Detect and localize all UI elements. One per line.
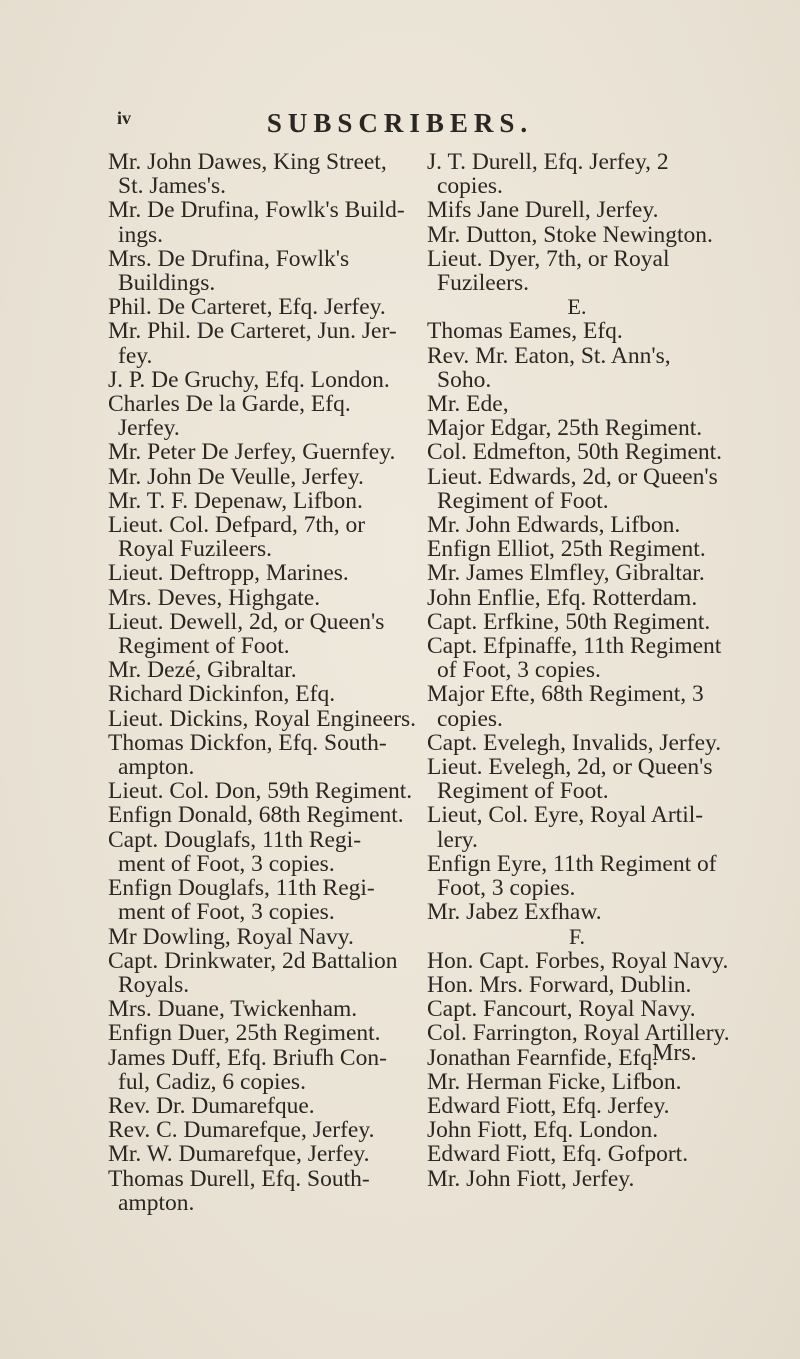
subscriber-name-line: Enfign Elliot, 25th Regiment. bbox=[427, 536, 706, 563]
subscriber-entry bbox=[108, 803, 418, 827]
subscriber-entry bbox=[108, 779, 418, 803]
subscriber-entry bbox=[427, 997, 727, 1021]
subscriber-entry bbox=[427, 223, 727, 247]
subscriber-entry bbox=[427, 392, 727, 416]
subscriber-name-line: Capt. Drinkwater, 2d Battalion bbox=[108, 947, 398, 974]
subscriber-entry bbox=[427, 610, 727, 634]
subscriber-entry bbox=[108, 440, 418, 464]
subscriber-name-line: Lieut. Col. Defpard, 7th, or bbox=[108, 512, 366, 539]
subscriber-entry bbox=[108, 876, 418, 924]
subscriber-name-line: Mr. Phil. De Carteret, Jun. Jer- bbox=[108, 318, 397, 345]
subscriber-entry bbox=[427, 198, 727, 222]
subscriber-name-line: Phil. De Carteret, Efq. Jerfey. bbox=[108, 294, 386, 321]
subscriber-entry bbox=[427, 852, 727, 900]
subscriber-entry bbox=[427, 319, 727, 343]
subscriber-continuation-line: Buildings. bbox=[118, 270, 216, 297]
subscriber-entry bbox=[427, 561, 727, 585]
subscriber-entry bbox=[108, 561, 418, 585]
subscriber-continuation-line: Regiment of Foot. bbox=[437, 487, 609, 514]
subscriber-name-line: James Duff, Efq. Briufh Con- bbox=[108, 1044, 387, 1071]
page-number: iv bbox=[117, 108, 132, 128]
subscriber-name-line: Col. Edmefton, 50th Regiment. bbox=[427, 439, 723, 466]
subscriber-continuation-line: Jerfey. bbox=[118, 415, 180, 442]
subscriber-entry bbox=[108, 1142, 418, 1166]
subscriber-continuation-line: ful, Cadiz, 6 copies. bbox=[118, 1068, 306, 1095]
subscriber-entry bbox=[427, 1094, 727, 1118]
subscriber-entry bbox=[108, 247, 418, 295]
subscriber-name-line: Mr. Ede, bbox=[427, 391, 509, 418]
subscriber-continuation-line: ampton. bbox=[118, 1189, 195, 1216]
subscriber-name-line: Capt. Evelegh, Invalids, Jerfey. bbox=[427, 729, 722, 756]
subscriber-entry bbox=[427, 150, 727, 198]
subscriber-entry bbox=[108, 319, 418, 367]
subscriber-name-line: Edward Fiott, Efq. Gofport. bbox=[427, 1141, 689, 1168]
subscriber-name-line: Lieut. Col. Don, 59th Regiment. bbox=[108, 778, 413, 805]
subscriber-continuation-line: Fuzileers. bbox=[437, 270, 530, 297]
subscriber-entry bbox=[108, 828, 418, 876]
subscriber-name-line: Mr. John Fiott, Jerfey. bbox=[427, 1165, 635, 1192]
subscriber-entry bbox=[108, 150, 418, 198]
subscriber-continuation-line: fey. bbox=[118, 342, 153, 369]
subscriber-entry bbox=[427, 416, 727, 440]
subscriber-name-line: Lieut. Dyer, 7th, or Royal bbox=[427, 245, 670, 272]
subscriber-continuation-line: copies. bbox=[437, 173, 503, 200]
subscriber-continuation-line: ment of Foot, 3 copies. bbox=[118, 899, 335, 926]
subscriber-name-line: Capt. Efpinaffe, 11th Regiment bbox=[427, 633, 722, 660]
subscriber-name-line: Rev. Mr. Eaton, St. Ann's, bbox=[427, 342, 671, 369]
subscriber-continuation-line: Regiment of Foot. bbox=[437, 778, 609, 805]
subscriber-entry bbox=[427, 513, 727, 537]
subscriber-entry bbox=[108, 1167, 418, 1215]
subscriber-name-line: Edward Fiott, Efq. Jerfey. bbox=[427, 1092, 670, 1119]
subscriber-name-line: Major Efte, 68th Regiment, 3 bbox=[427, 681, 704, 708]
subscriber-name-line: Enfign Douglafs, 11th Regi- bbox=[108, 875, 375, 902]
subscriber-entry bbox=[108, 586, 418, 610]
subscriber-name-line: Mr. T. F. Depenaw, Lifbon. bbox=[108, 487, 363, 514]
subscriber-entry bbox=[108, 368, 418, 392]
subscriber-continuation-line: Royals. bbox=[118, 971, 190, 998]
subscriber-name-line: Rev. C. Dumarefque, Jerfey. bbox=[108, 1117, 375, 1144]
subscriber-name-line: Thomas Dickfon, Efq. South- bbox=[108, 729, 387, 756]
subscriber-entry bbox=[108, 682, 418, 706]
section-letter: F. bbox=[569, 923, 585, 949]
subscriber-name-line: Hon. Capt. Forbes, Royal Navy. bbox=[427, 947, 729, 974]
subscriber-entry bbox=[108, 1046, 418, 1094]
subscriber-entry bbox=[108, 465, 418, 489]
subscriber-name-line: Lieut. Dickins, Royal Engineers. bbox=[108, 705, 417, 732]
subscriber-continuation-line: copies. bbox=[437, 705, 503, 732]
subscriber-entry bbox=[427, 247, 727, 295]
subscriber-name-line: Mrs. De Drufina, Fowlk's bbox=[108, 245, 350, 272]
subscriber-continuation-line: St. James's. bbox=[118, 173, 227, 200]
subscriber-name-line: Mr. W. Dumarefque, Jerfey. bbox=[108, 1141, 370, 1168]
subscriber-continuation-line: Regiment of Foot. bbox=[118, 633, 290, 660]
subscriber-name-line: Mr. John Edwards, Lifbon. bbox=[427, 512, 681, 539]
subscriber-name-line: Enfign Eyre, 11th Regiment of bbox=[427, 850, 717, 877]
subscriber-name-line: Mr Dowling, Royal Navy. bbox=[108, 923, 354, 950]
subscriber-entry bbox=[108, 1094, 418, 1118]
subscriber-name-line: Mifs Jane Durell, Jerfey. bbox=[427, 197, 659, 224]
subscriber-entry bbox=[427, 755, 727, 803]
subscriber-entry bbox=[108, 658, 418, 682]
subscriber-entry bbox=[108, 925, 418, 949]
subscriber-name-line: Capt. Fancourt, Royal Navy. bbox=[427, 996, 696, 1023]
subscriber-entry bbox=[427, 1167, 727, 1191]
subscriber-name-line: Lieut. Dewell, 2d, or Queen's bbox=[108, 608, 385, 635]
subscriber-continuation-line: Soho. bbox=[437, 366, 492, 393]
subscriber-name-line: Jonathan Fearnfide, Efq. bbox=[427, 1044, 659, 1071]
subscriber-name-line: Lieut. Deftropp, Marines. bbox=[108, 560, 349, 587]
subscriber-entry bbox=[108, 610, 418, 658]
subscriber-continuation-line: Royal Fuzileers. bbox=[118, 536, 273, 563]
subscriber-name-line: Enfign Donald, 68th Regiment. bbox=[108, 802, 404, 829]
subscriber-entry bbox=[427, 344, 727, 392]
subscriber-entry bbox=[427, 465, 727, 513]
subscriber-entry bbox=[108, 731, 418, 779]
running-title: SUBSCRIBERS. bbox=[266, 108, 534, 138]
subscriber-entry bbox=[427, 634, 727, 682]
subscriber-name-line: Lieut. Evelegh, 2d, or Queen's bbox=[427, 754, 713, 781]
subscriber-name-line: Mr. John Dawes, King Street, bbox=[108, 149, 387, 175]
subscriber-entry bbox=[108, 198, 418, 246]
subscriber-entry bbox=[427, 537, 727, 561]
right-column bbox=[427, 149, 730, 1192]
subscriber-name-line: Mr. Peter De Jerfey, Guernfey. bbox=[108, 439, 396, 466]
subscriber-name-line: Mr. James Elmfley, Gibraltar. bbox=[427, 560, 705, 587]
subscriber-continuation-line: ings. bbox=[118, 221, 164, 248]
subscriber-entry bbox=[108, 295, 418, 319]
subscriber-name-line: Mr. Dezé, Gibraltar. bbox=[108, 657, 297, 684]
subscriber-entry bbox=[108, 392, 418, 440]
subscriber-entry bbox=[108, 1118, 418, 1142]
subscriber-name-line: Capt. Douglafs, 11th Regi- bbox=[108, 826, 362, 853]
subscriber-name-line: J. T. Durell, Efq. Jerfey, 2 bbox=[427, 149, 669, 175]
subscriber-entry bbox=[427, 973, 727, 997]
subscriber-entry bbox=[427, 803, 727, 851]
subscriber-name-line: Mr. Herman Ficke, Lifbon. bbox=[427, 1068, 682, 1095]
subscriber-entry bbox=[108, 707, 418, 731]
subscriber-continuation-line: lery. bbox=[437, 826, 478, 853]
subscriber-name-line: Col. Farrington, Royal Artillery. bbox=[427, 1020, 730, 1047]
subscriber-entry bbox=[427, 440, 727, 464]
subscriber-continuation-line: of Foot, 3 copies. bbox=[437, 657, 601, 684]
section-letter: E. bbox=[567, 294, 587, 320]
subscriber-entry bbox=[108, 489, 418, 513]
subscriber-name-line: John Fiott, Efq. London. bbox=[427, 1117, 659, 1144]
subscriber-entry bbox=[427, 949, 727, 973]
subscriber-entry bbox=[427, 900, 727, 924]
subscriber-name-line: Lieut, Col. Eyre, Royal Artil- bbox=[427, 802, 704, 829]
subscriber-name-line: Thomas Eames, Efq. bbox=[427, 318, 623, 345]
subscriber-entry bbox=[108, 949, 418, 997]
subscriber-entry bbox=[427, 1142, 727, 1166]
subscriber-name-line: Thomas Durell, Efq. South- bbox=[108, 1165, 370, 1192]
subscriber-name-line: Capt. Erfkine, 50th Regiment. bbox=[427, 608, 711, 635]
left-column bbox=[108, 150, 418, 1215]
subscriber-name-line: Rev. Dr. Dumarefque. bbox=[108, 1092, 315, 1119]
subscriber-entry bbox=[108, 997, 418, 1021]
subscriber-name-line: Richard Dickinfon, Efq. bbox=[108, 681, 336, 708]
subscriber-name-line: Major Edgar, 25th Regiment. bbox=[427, 415, 703, 442]
subscriber-entry bbox=[427, 731, 727, 755]
subscriber-entry bbox=[108, 1021, 418, 1045]
subscriber-name-line: Mr. Dutton, Stoke Newington. bbox=[427, 221, 713, 248]
subscriber-name-line: Lieut. Edwards, 2d, or Queen's bbox=[427, 463, 718, 490]
subscriber-entry bbox=[427, 682, 727, 730]
subscriber-entry bbox=[427, 586, 727, 610]
subscriber-entry bbox=[427, 1070, 727, 1094]
subscriber-name-line: John Enflie, Efq. Rotterdam. bbox=[427, 584, 698, 611]
subscriber-continuation-line: ampton. bbox=[118, 754, 195, 781]
catchword: Mrs. bbox=[652, 1040, 697, 1066]
subscriber-name-line: Charles De la Garde, Efq. bbox=[108, 391, 351, 418]
subscriber-name-line: Mr. De Drufina, Fowlk's Build- bbox=[108, 197, 405, 224]
subscriber-name-line: Mrs. Deves, Highgate. bbox=[108, 584, 321, 611]
subscriber-continuation-line: Foot, 3 copies. bbox=[437, 875, 576, 902]
subscriber-name-line: Mr. Jabez Exfhaw. bbox=[427, 899, 602, 926]
subscriber-entry bbox=[108, 513, 418, 561]
subscriber-name-line: J. P. De Gruchy, Efq. London. bbox=[108, 366, 390, 393]
subscriber-name-line: Hon. Mrs. Forward, Dublin. bbox=[427, 971, 692, 998]
subscriber-name-line: Mrs. Duane, Twickenham. bbox=[108, 996, 358, 1023]
subscriber-entry bbox=[427, 1118, 727, 1142]
subscriber-name-line: Mr. John De Veulle, Jerfey. bbox=[108, 463, 364, 490]
page-header bbox=[0, 108, 800, 148]
subscriber-name-line: Enfign Duer, 25th Regiment. bbox=[108, 1020, 381, 1047]
subscriber-continuation-line: ment of Foot, 3 copies. bbox=[118, 850, 335, 877]
